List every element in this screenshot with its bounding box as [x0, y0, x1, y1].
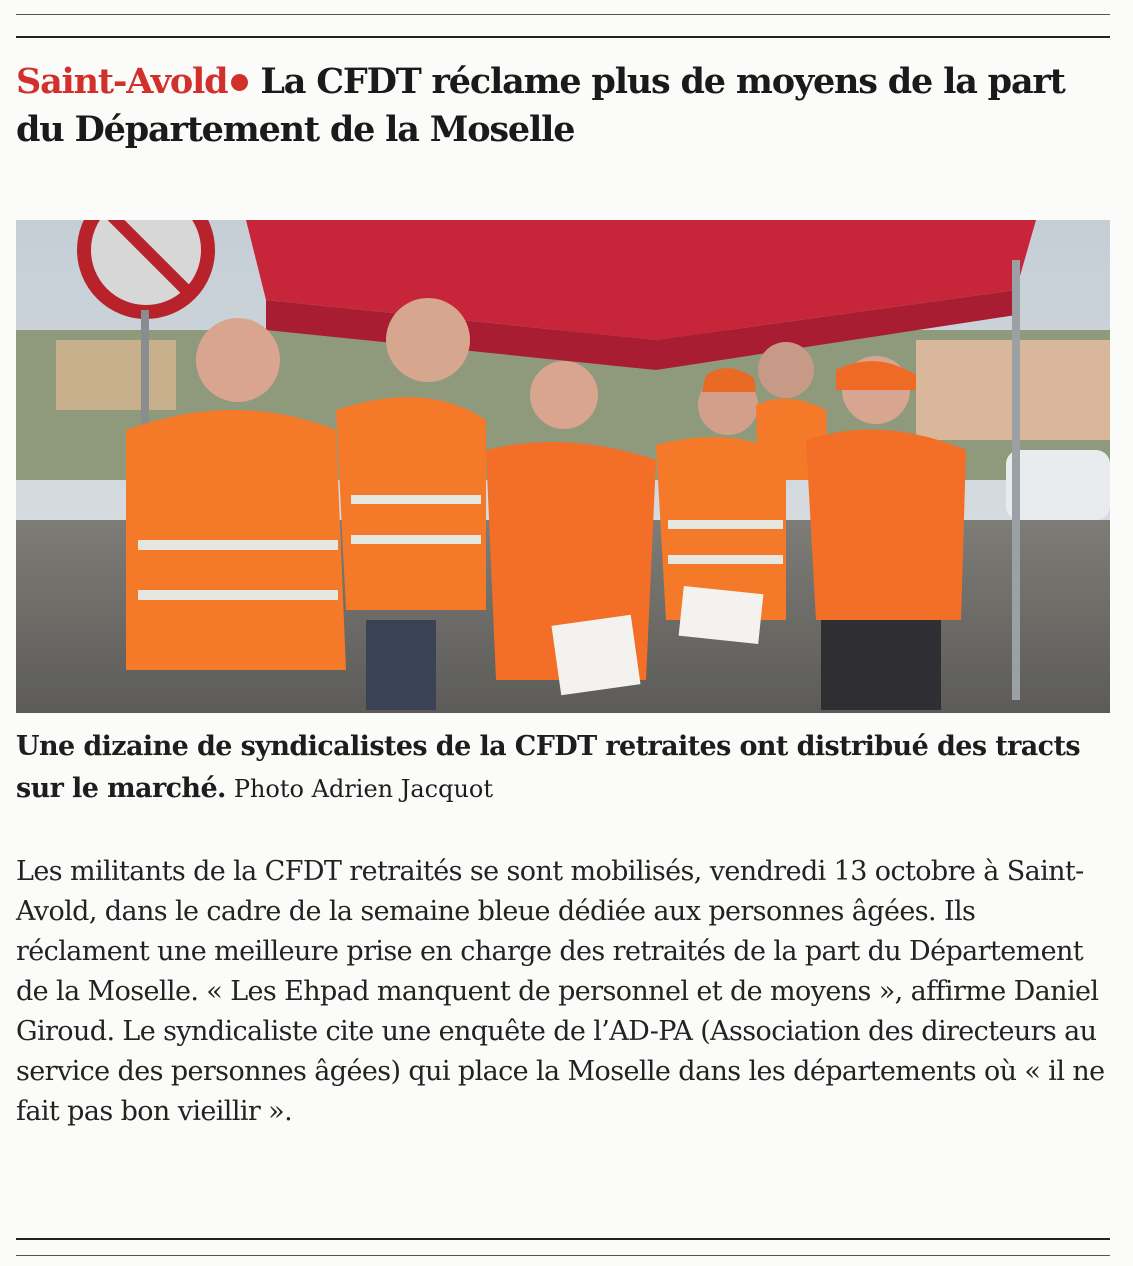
bottom-rule-thin	[16, 1255, 1110, 1256]
article-photo	[16, 220, 1110, 713]
photo-caption	[16, 726, 1110, 810]
headline-text: La CFDT réclame plus de moyens de la part du Département de la Moselle	[16, 61, 1065, 150]
photo-credit: Photo Adrien Jacquot	[233, 775, 494, 803]
caption-text: Une dizaine de syndicalistes de la CFDT retraites ont distribué des tracts sur le marché.	[16, 731, 1080, 804]
top-rule-thin	[16, 14, 1110, 15]
kicker-dot-icon	[231, 74, 248, 91]
bottom-rule	[16, 1238, 1110, 1240]
article-headline	[16, 58, 1106, 154]
headline-kicker: Saint-Avold	[16, 61, 228, 102]
article-body: Les militants de la CFDT retraités se sont mobilisés, vendredi 13 octobre à Saint-Avold, dans le cadre de la semaine bleue dédiée aux personnes âgées. Ils réclament une meilleure prise en charge des retraités de la part du Département de la Moselle. « Les Ehpad manquent de personnel et de moyens », affirme Daniel Giroud. Le syndicaliste cite une enquête de l’AD-PA (Association des directeurs au service des personnes âgées) qui place la Moselle dans les départements où « il ne fait pas bon vieillir ».	[16, 856, 1105, 1127]
top-rule	[16, 36, 1110, 38]
